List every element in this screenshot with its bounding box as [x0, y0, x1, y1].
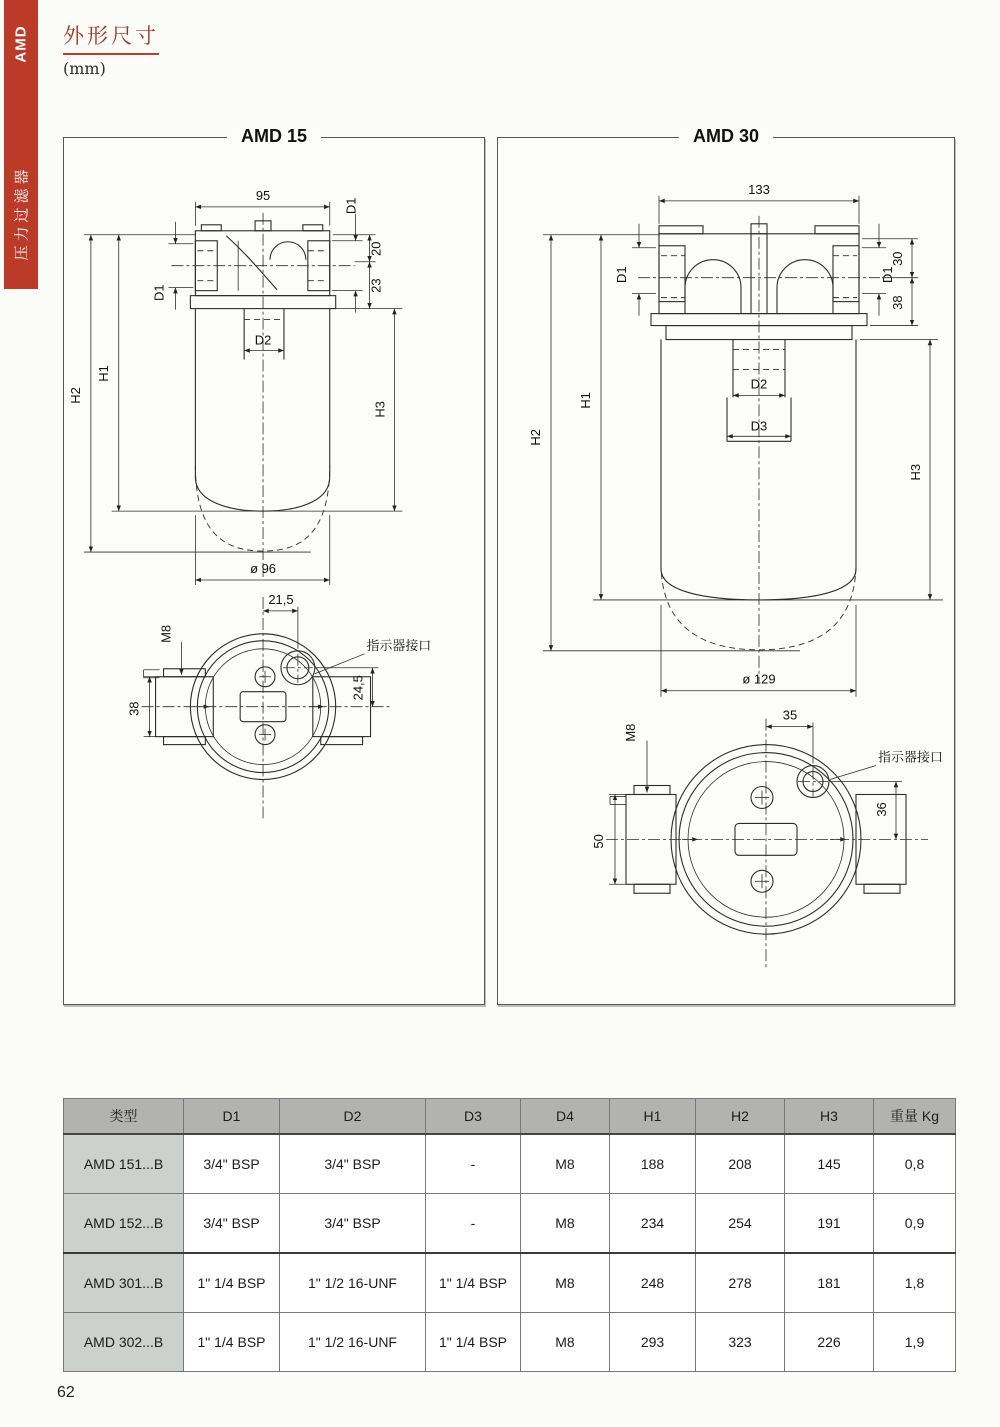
dim-d1-left-label: D1 [613, 266, 630, 283]
col-header-h1: H1 [610, 1099, 696, 1135]
col-header-d2: D2 [280, 1099, 426, 1135]
cell-h1: 234 [610, 1194, 696, 1254]
cell-h1: 248 [610, 1253, 696, 1313]
amd15-bottom-view [127, 592, 432, 821]
dim-d3-label: D3 [750, 418, 768, 434]
cell-h2: 254 [696, 1194, 785, 1254]
col-header-d4: D4 [521, 1099, 610, 1135]
col-header-weight: 重量 Kg [874, 1099, 956, 1135]
indicator-port-label: 指示器接口 [366, 637, 432, 653]
amd30-dimensions [528, 182, 943, 697]
cell-weight: 0,8 [874, 1134, 956, 1194]
panel-amd30-title: AMD 30 [679, 126, 773, 147]
cell-d3: - [426, 1194, 521, 1254]
table-row [64, 1194, 956, 1254]
sidebar-category-label: 压力过滤器 [13, 165, 31, 261]
dim-36-label: 36 [873, 802, 890, 817]
dim-95-label: 95 [255, 187, 271, 203]
dim-d2-label: D2 [254, 332, 272, 348]
dim-h1-label: H1 [577, 392, 594, 409]
page-number: 62 [57, 1384, 75, 1401]
cell-d4: M8 [521, 1313, 610, 1372]
cell-d2: 3/4" BSP [280, 1134, 426, 1194]
dim-dia129-label: ø 129 [742, 671, 776, 687]
indicator-port-label: 指示器接口 [878, 749, 943, 765]
panel-amd30 [497, 126, 955, 1005]
cell-d4: M8 [521, 1134, 610, 1194]
dim-h3-label: H3 [372, 401, 388, 418]
amd15-dimensions [68, 188, 402, 585]
col-header-d1: D1 [184, 1099, 280, 1135]
dim-m8-label: M8 [622, 723, 639, 742]
cell-type: AMD 151...B [64, 1134, 184, 1194]
dim-20-label: 20 [368, 241, 384, 256]
cell-d3: 1" 1/4 BSP [426, 1253, 521, 1313]
dim-d2-label: D2 [750, 376, 768, 392]
cell-type: AMD 301...B [64, 1253, 184, 1313]
amd30-drawing [498, 138, 954, 1004]
table-header-row [64, 1099, 956, 1135]
cell-type: AMD 302...B [64, 1313, 184, 1372]
dim-d1-left-label: D1 [151, 284, 167, 301]
cell-h1: 188 [610, 1134, 696, 1194]
page-heading [63, 20, 159, 78]
dim-245-label: 24,5 [350, 675, 366, 701]
dim-h2-label: H2 [67, 387, 83, 404]
cell-d2: 3/4" BSP [280, 1194, 426, 1254]
table-row [64, 1134, 956, 1194]
cell-weight: 1,9 [874, 1313, 956, 1372]
cell-h3: 181 [785, 1253, 874, 1313]
table-row [64, 1313, 956, 1372]
cell-d4: M8 [521, 1253, 610, 1313]
cell-d1: 1" 1/4 BSP [184, 1313, 280, 1372]
dim-h1-label: H1 [95, 365, 111, 382]
panel-amd15-title: AMD 15 [227, 126, 321, 147]
col-header-d3: D3 [426, 1099, 521, 1135]
heading-unit: (mm) [63, 59, 106, 78]
dim-dia96-label: ø 96 [250, 560, 276, 576]
dimension-table [63, 1098, 956, 1372]
cell-weight: 0,9 [874, 1194, 956, 1254]
cell-d3: 1" 1/4 BSP [426, 1313, 521, 1372]
cell-weight: 1,8 [874, 1253, 956, 1313]
dim-d1-top-label: D1 [343, 197, 359, 215]
dim-133-label: 133 [748, 181, 770, 197]
dim-215-label: 21,5 [268, 591, 294, 607]
cell-d1: 3/4" BSP [184, 1134, 280, 1194]
cell-d2: 1" 1/2 16-UNF [280, 1253, 426, 1313]
col-header-h3: H3 [785, 1099, 874, 1135]
cell-d3: - [426, 1134, 521, 1194]
panel-amd15 [63, 126, 485, 1005]
cell-h3: 226 [785, 1313, 874, 1372]
cell-h3: 145 [785, 1134, 874, 1194]
amd15-head [171, 213, 354, 577]
dim-h2-label: H2 [527, 429, 544, 446]
amd30-bottom-view [591, 708, 943, 968]
table-row [64, 1253, 956, 1313]
cell-h3: 191 [785, 1194, 874, 1254]
sidebar-series-label: AMD [12, 25, 30, 63]
col-header-type: 类型 [64, 1099, 184, 1135]
amd15-drawing [64, 138, 484, 1004]
col-header-h2: H2 [696, 1099, 785, 1135]
dim-m8-label: M8 [158, 624, 174, 643]
dim-38-top-label: 38 [889, 295, 906, 310]
dim-23-label: 23 [368, 278, 384, 293]
cell-d2: 1" 1/2 16-UNF [280, 1313, 426, 1372]
cell-d4: M8 [521, 1194, 610, 1254]
dim-d1-right-label: D1 [879, 266, 896, 283]
sidebar-red-tab [4, 0, 38, 289]
dim-30-label: 30 [889, 251, 906, 266]
heading-title: 外形尺寸 [63, 20, 159, 55]
cell-d1: 1" 1/4 BSP [184, 1253, 280, 1313]
dim-35-label: 35 [782, 707, 798, 723]
cell-h2: 208 [696, 1134, 785, 1194]
amd30-head [638, 216, 880, 682]
cell-h2: 323 [696, 1313, 785, 1372]
dim-h3-label: H3 [907, 463, 924, 481]
cell-h2: 278 [696, 1253, 785, 1313]
dim-38-label: 38 [126, 701, 142, 716]
cell-h1: 293 [610, 1313, 696, 1372]
dim-50-label: 50 [590, 834, 607, 849]
cell-type: AMD 152...B [64, 1194, 184, 1254]
cell-d1: 3/4" BSP [184, 1194, 280, 1254]
